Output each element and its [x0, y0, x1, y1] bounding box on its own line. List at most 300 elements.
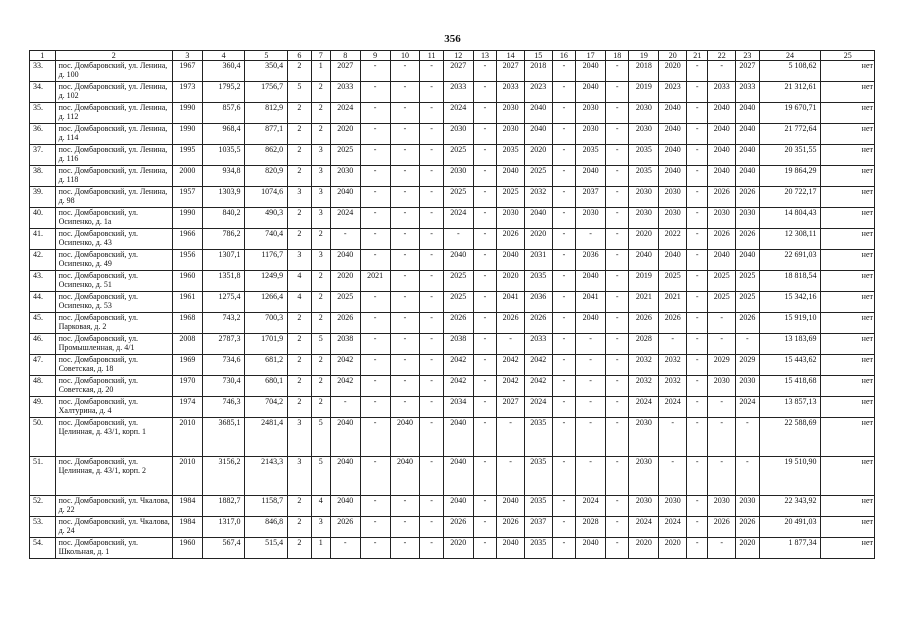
table-cell: 1990 [172, 124, 202, 145]
table-cell: 2040 [576, 313, 606, 334]
table-cell: 2000 [172, 166, 202, 187]
table-cell: 1795,2 [202, 82, 245, 103]
table-cell: 2024 [443, 208, 473, 229]
table-cell: - [360, 208, 390, 229]
table-cell: - [473, 457, 496, 496]
table-cell: 2038 [330, 334, 360, 355]
table-cell: 2021 [360, 271, 390, 292]
table-cell: 2036 [576, 250, 606, 271]
table-cell: 2020 [659, 538, 687, 559]
row-number-cell: 35. [30, 103, 56, 124]
row-number-cell: 43. [30, 271, 56, 292]
table-cell: 2024 [576, 496, 606, 517]
table-cell: - [420, 397, 443, 418]
table-cell: 2024 [330, 208, 360, 229]
table-cell: 2042 [524, 376, 552, 397]
table-cell: - [708, 334, 736, 355]
table-cell: 1249,9 [245, 271, 288, 292]
table-cell: - [390, 517, 420, 538]
table-cell: 1974 [172, 397, 202, 418]
table-cell: 2026 [497, 229, 525, 250]
table-cell: нет [821, 313, 875, 334]
table-cell: 2027 [497, 61, 525, 82]
table-cell: - [687, 313, 708, 334]
table-cell: - [420, 82, 443, 103]
table-cell: 1967 [172, 61, 202, 82]
table-cell: 2026 [736, 313, 759, 334]
table-cell: 2035 [629, 166, 659, 187]
table-cell: - [687, 334, 708, 355]
table-cell: 2035 [524, 457, 552, 496]
table-cell: - [473, 271, 496, 292]
table-cell: 2040 [659, 145, 687, 166]
table-cell: - [552, 334, 575, 355]
table-cell: 2037 [524, 517, 552, 538]
column-header: 6 [288, 51, 311, 61]
table-cell: 2019 [629, 271, 659, 292]
table-cell: - [687, 457, 708, 496]
row-number-cell: 36. [30, 124, 56, 145]
table-cell: - [552, 166, 575, 187]
table-cell: - [552, 313, 575, 334]
table-cell: 2032 [659, 355, 687, 376]
address-cell: пос. Домбаровский, ул. Ленина, д. 98 [55, 187, 172, 208]
table-cell: 2032 [629, 376, 659, 397]
table-cell: - [390, 397, 420, 418]
address-cell: пос. Домбаровский, ул. Ленина, д. 118 [55, 166, 172, 187]
table-cell: 2027 [443, 61, 473, 82]
address-cell: пос. Домбаровский, ул. Ленина, д. 102 [55, 82, 172, 103]
table-row [30, 334, 875, 355]
row-number-cell: 33. [30, 61, 56, 82]
table-cell: 2029 [708, 355, 736, 376]
table-cell: - [497, 334, 525, 355]
table-cell: - [659, 457, 687, 496]
row-number-cell: 45. [30, 313, 56, 334]
table-cell: 1984 [172, 517, 202, 538]
table-cell: нет [821, 457, 875, 496]
table-cell: - [687, 229, 708, 250]
table-cell: 846,8 [245, 517, 288, 538]
table-cell: 786,2 [202, 229, 245, 250]
table-cell: - [390, 334, 420, 355]
column-header: 17 [576, 51, 606, 61]
table-cell: 2030 [629, 418, 659, 457]
table-cell: 2020 [330, 124, 360, 145]
table-cell: - [420, 103, 443, 124]
row-number-cell: 37. [30, 145, 56, 166]
table-cell: 2 [288, 166, 311, 187]
table-cell: 4 [311, 496, 330, 517]
table-cell: 2026 [736, 187, 759, 208]
row-number-cell: 34. [30, 82, 56, 103]
table-cell: - [473, 124, 496, 145]
table-cell: 2040 [390, 457, 420, 496]
table-cell: - [390, 187, 420, 208]
table-cell: - [420, 538, 443, 559]
table-cell: нет [821, 292, 875, 313]
table-cell: 1158,7 [245, 496, 288, 517]
table-cell: - [708, 538, 736, 559]
table-cell: 2040 [390, 418, 420, 457]
table-cell: - [552, 208, 575, 229]
column-header: 23 [736, 51, 759, 61]
table-cell: - [420, 166, 443, 187]
table-cell: - [360, 82, 390, 103]
table-cell: - [552, 82, 575, 103]
table-cell: 934,8 [202, 166, 245, 187]
table-cell: 4 [288, 271, 311, 292]
table-cell: 2018 [524, 61, 552, 82]
table-cell: 1176,7 [245, 250, 288, 271]
table-cell: 2029 [736, 355, 759, 376]
table-cell: - [552, 271, 575, 292]
table-cell: 1303,9 [202, 187, 245, 208]
table-cell: - [473, 103, 496, 124]
table-cell: - [606, 457, 629, 496]
table-cell: 2025 [708, 292, 736, 313]
column-header: 10 [390, 51, 420, 61]
table-cell: - [390, 292, 420, 313]
table-cell: - [360, 61, 390, 82]
table-cell: 2033 [443, 82, 473, 103]
table-cell: 2030 [659, 496, 687, 517]
table-cell: - [420, 496, 443, 517]
table-cell: - [687, 103, 708, 124]
table-cell: 2020 [629, 538, 659, 559]
table-cell: 2026 [708, 517, 736, 538]
table-cell: 2040 [659, 250, 687, 271]
table-cell: 2 [288, 376, 311, 397]
table-cell: - [420, 334, 443, 355]
table-cell: 2040 [659, 166, 687, 187]
table-cell: 820,9 [245, 166, 288, 187]
table-cell: - [576, 229, 606, 250]
table-cell: 1 877,34 [759, 538, 821, 559]
table-cell: 2035 [524, 496, 552, 517]
table-cell: 2026 [708, 187, 736, 208]
table-cell: 2 [288, 103, 311, 124]
table-cell: 2 [288, 397, 311, 418]
table-cell: 2040 [576, 271, 606, 292]
table-cell: 2 [311, 355, 330, 376]
table-cell: - [687, 166, 708, 187]
table-cell: нет [821, 124, 875, 145]
table-cell: 2042 [497, 376, 525, 397]
table-cell: 567,4 [202, 538, 245, 559]
table-row [30, 397, 875, 418]
column-header: 14 [497, 51, 525, 61]
table-cell: - [606, 418, 629, 457]
table-cell: - [390, 313, 420, 334]
table-cell: 1990 [172, 103, 202, 124]
table-cell: - [420, 145, 443, 166]
table-cell: - [473, 355, 496, 376]
table-cell: 1035,5 [202, 145, 245, 166]
row-number-cell: 46. [30, 334, 56, 355]
table-cell: - [473, 229, 496, 250]
table-cell: - [330, 397, 360, 418]
table-cell: 743,2 [202, 313, 245, 334]
table-cell: 2040 [576, 538, 606, 559]
table-cell: - [473, 61, 496, 82]
table-cell: - [360, 496, 390, 517]
table-cell: 4 [288, 292, 311, 313]
table-cell: - [606, 166, 629, 187]
row-number-cell: 47. [30, 355, 56, 376]
table-cell: - [576, 355, 606, 376]
table-cell: 21 312,61 [759, 82, 821, 103]
table-cell: - [552, 229, 575, 250]
table-cell: 20 351,55 [759, 145, 821, 166]
table-cell: 5 [311, 418, 330, 457]
table-cell: - [552, 61, 575, 82]
table-cell: 15 418,68 [759, 376, 821, 397]
table-cell: 1957 [172, 187, 202, 208]
table-cell: 2024 [629, 397, 659, 418]
table-cell: - [552, 517, 575, 538]
table-cell: 681,2 [245, 355, 288, 376]
column-header: 24 [759, 51, 821, 61]
table-cell: - [552, 538, 575, 559]
table-cell: 2030 [576, 208, 606, 229]
table-cell: - [390, 145, 420, 166]
table-cell: 2033 [736, 82, 759, 103]
table-cell: - [473, 418, 496, 457]
table-cell: - [606, 103, 629, 124]
address-cell: пос. Домбаровский, ул. Целинная, д. 43/1, корп. 2 [55, 457, 172, 496]
table-cell: - [606, 208, 629, 229]
table-cell: 2025 [330, 145, 360, 166]
table-cell: 2026 [330, 313, 360, 334]
table-cell: - [390, 82, 420, 103]
table-cell: - [708, 418, 736, 457]
table-cell: - [687, 61, 708, 82]
table-cell: - [360, 334, 390, 355]
row-number-cell: 52. [30, 496, 56, 517]
table-cell: 490,3 [245, 208, 288, 229]
table-cell: 2025 [736, 292, 759, 313]
table-row [30, 208, 875, 229]
table-cell: 2030 [497, 124, 525, 145]
table-cell: нет [821, 229, 875, 250]
table-cell: 2020 [659, 61, 687, 82]
address-cell: пос. Домбаровский, ул. Парковая, д. 2 [55, 313, 172, 334]
table-cell: 13 857,13 [759, 397, 821, 418]
table-cell: - [659, 334, 687, 355]
table-cell: 2035 [497, 145, 525, 166]
table-cell: 2 [311, 229, 330, 250]
table-cell: 2033 [497, 82, 525, 103]
table-cell: 5 [288, 82, 311, 103]
table-cell: 2 [311, 103, 330, 124]
table-cell: нет [821, 61, 875, 82]
table-cell: - [473, 166, 496, 187]
table-row [30, 103, 875, 124]
table-cell: 20 722,17 [759, 187, 821, 208]
table-cell: 2035 [524, 271, 552, 292]
table-cell: 2041 [497, 292, 525, 313]
table-row [30, 82, 875, 103]
table-cell: - [552, 187, 575, 208]
table-cell: - [687, 82, 708, 103]
table-cell: 2030 [443, 124, 473, 145]
table-row [30, 145, 875, 166]
column-header: 19 [629, 51, 659, 61]
table-cell: 19 864,29 [759, 166, 821, 187]
table-cell: 2040 [330, 496, 360, 517]
column-header: 4 [202, 51, 245, 61]
table-cell: 2 [288, 355, 311, 376]
table-cell: 2026 [524, 313, 552, 334]
table-cell: - [443, 229, 473, 250]
table-cell: - [473, 496, 496, 517]
table-cell: - [420, 292, 443, 313]
table-cell: 2025 [497, 187, 525, 208]
table-cell: - [552, 418, 575, 457]
table-cell: 2 [288, 496, 311, 517]
table-cell: 2030 [659, 187, 687, 208]
table-row [30, 313, 875, 334]
table-cell: 2040 [330, 418, 360, 457]
table-row [30, 124, 875, 145]
table-cell: 2787,3 [202, 334, 245, 355]
table-cell: 3 [288, 457, 311, 496]
table-cell: - [360, 250, 390, 271]
table-cell: 3 [311, 208, 330, 229]
table-cell: 1307,1 [202, 250, 245, 271]
table-cell: - [473, 208, 496, 229]
table-cell: - [687, 271, 708, 292]
table-cell: 14 804,43 [759, 208, 821, 229]
table-cell: 1882,7 [202, 496, 245, 517]
table-cell: 18 818,54 [759, 271, 821, 292]
column-header: 8 [330, 51, 360, 61]
table-cell: - [360, 229, 390, 250]
table-cell: - [360, 397, 390, 418]
table-cell: - [360, 124, 390, 145]
table-cell: - [552, 103, 575, 124]
table-cell: 2040 [736, 250, 759, 271]
table-cell: нет [821, 250, 875, 271]
table-cell: 2040 [330, 187, 360, 208]
table-cell: - [390, 124, 420, 145]
address-cell: пос. Домбаровский, ул. Советская, д. 20 [55, 376, 172, 397]
table-cell: - [473, 538, 496, 559]
table-cell: 2037 [576, 187, 606, 208]
table-cell: - [473, 292, 496, 313]
table-cell: нет [821, 208, 875, 229]
table-cell: 2025 [443, 292, 473, 313]
table-cell: - [687, 145, 708, 166]
row-number-cell: 38. [30, 166, 56, 187]
address-cell: пос. Домбаровский, ул. Халтурина, д. 4 [55, 397, 172, 418]
table-cell: 2024 [659, 397, 687, 418]
row-number-cell: 48. [30, 376, 56, 397]
table-cell: нет [821, 187, 875, 208]
table-cell: - [736, 334, 759, 355]
table-cell: - [473, 82, 496, 103]
table-cell: - [606, 145, 629, 166]
table-row [30, 418, 875, 457]
table-cell: - [390, 496, 420, 517]
table-cell: - [576, 334, 606, 355]
table-cell: 515,4 [245, 538, 288, 559]
table-cell: нет [821, 418, 875, 457]
table-cell: 2 [311, 292, 330, 313]
table-cell: 2035 [524, 418, 552, 457]
table-cell: 2031 [524, 250, 552, 271]
table-cell: 2040 [443, 496, 473, 517]
table-cell: 2010 [172, 457, 202, 496]
page-number: 356 [444, 33, 461, 45]
column-header: 2 [55, 51, 172, 61]
table-cell: 2033 [330, 82, 360, 103]
table-row [30, 187, 875, 208]
column-header: 21 [687, 51, 708, 61]
table-row [30, 355, 875, 376]
row-number-cell: 54. [30, 538, 56, 559]
table-cell: 2030 [576, 124, 606, 145]
table-cell: 1960 [172, 538, 202, 559]
table-cell: 740,4 [245, 229, 288, 250]
table-cell: 2042 [443, 376, 473, 397]
table-cell: 2040 [497, 166, 525, 187]
table-cell: - [606, 271, 629, 292]
table-cell: - [552, 496, 575, 517]
table-row [30, 229, 875, 250]
table-cell: 2 [288, 313, 311, 334]
table-row [30, 292, 875, 313]
table-cell: 2026 [497, 313, 525, 334]
table-cell: 2042 [497, 355, 525, 376]
table-cell: 360,4 [202, 61, 245, 82]
table-cell: 3156,2 [202, 457, 245, 496]
table-cell: 2033 [524, 334, 552, 355]
table-cell: - [552, 124, 575, 145]
table-cell: 2040 [629, 250, 659, 271]
table-cell: 2481,4 [245, 418, 288, 457]
table-cell: 2030 [708, 496, 736, 517]
table-cell: нет [821, 538, 875, 559]
table-cell: 2 [288, 61, 311, 82]
table-cell: 3 [311, 145, 330, 166]
table-cell: 2040 [659, 124, 687, 145]
table-cell: 2020 [524, 229, 552, 250]
table-cell: 2020 [497, 271, 525, 292]
table-cell: - [473, 187, 496, 208]
table-cell: 2040 [708, 103, 736, 124]
table-cell: 2040 [736, 145, 759, 166]
table-cell: нет [821, 271, 875, 292]
table-cell: 2020 [330, 271, 360, 292]
column-header: 7 [311, 51, 330, 61]
address-cell: пос. Домбаровский, ул. Ленина, д. 100 [55, 61, 172, 82]
table-cell: 2030 [576, 103, 606, 124]
table-cell: - [552, 145, 575, 166]
table-cell: 2040 [330, 457, 360, 496]
table-cell: - [360, 355, 390, 376]
table-cell: 2030 [708, 376, 736, 397]
table-cell: 2026 [736, 229, 759, 250]
table-cell: 2040 [576, 61, 606, 82]
table-row [30, 538, 875, 559]
address-cell: пос. Домбаровский, ул. Ленина, д. 116 [55, 145, 172, 166]
table-cell: 2026 [330, 517, 360, 538]
column-header: 3 [172, 51, 202, 61]
row-number-cell: 44. [30, 292, 56, 313]
table-cell: - [687, 292, 708, 313]
